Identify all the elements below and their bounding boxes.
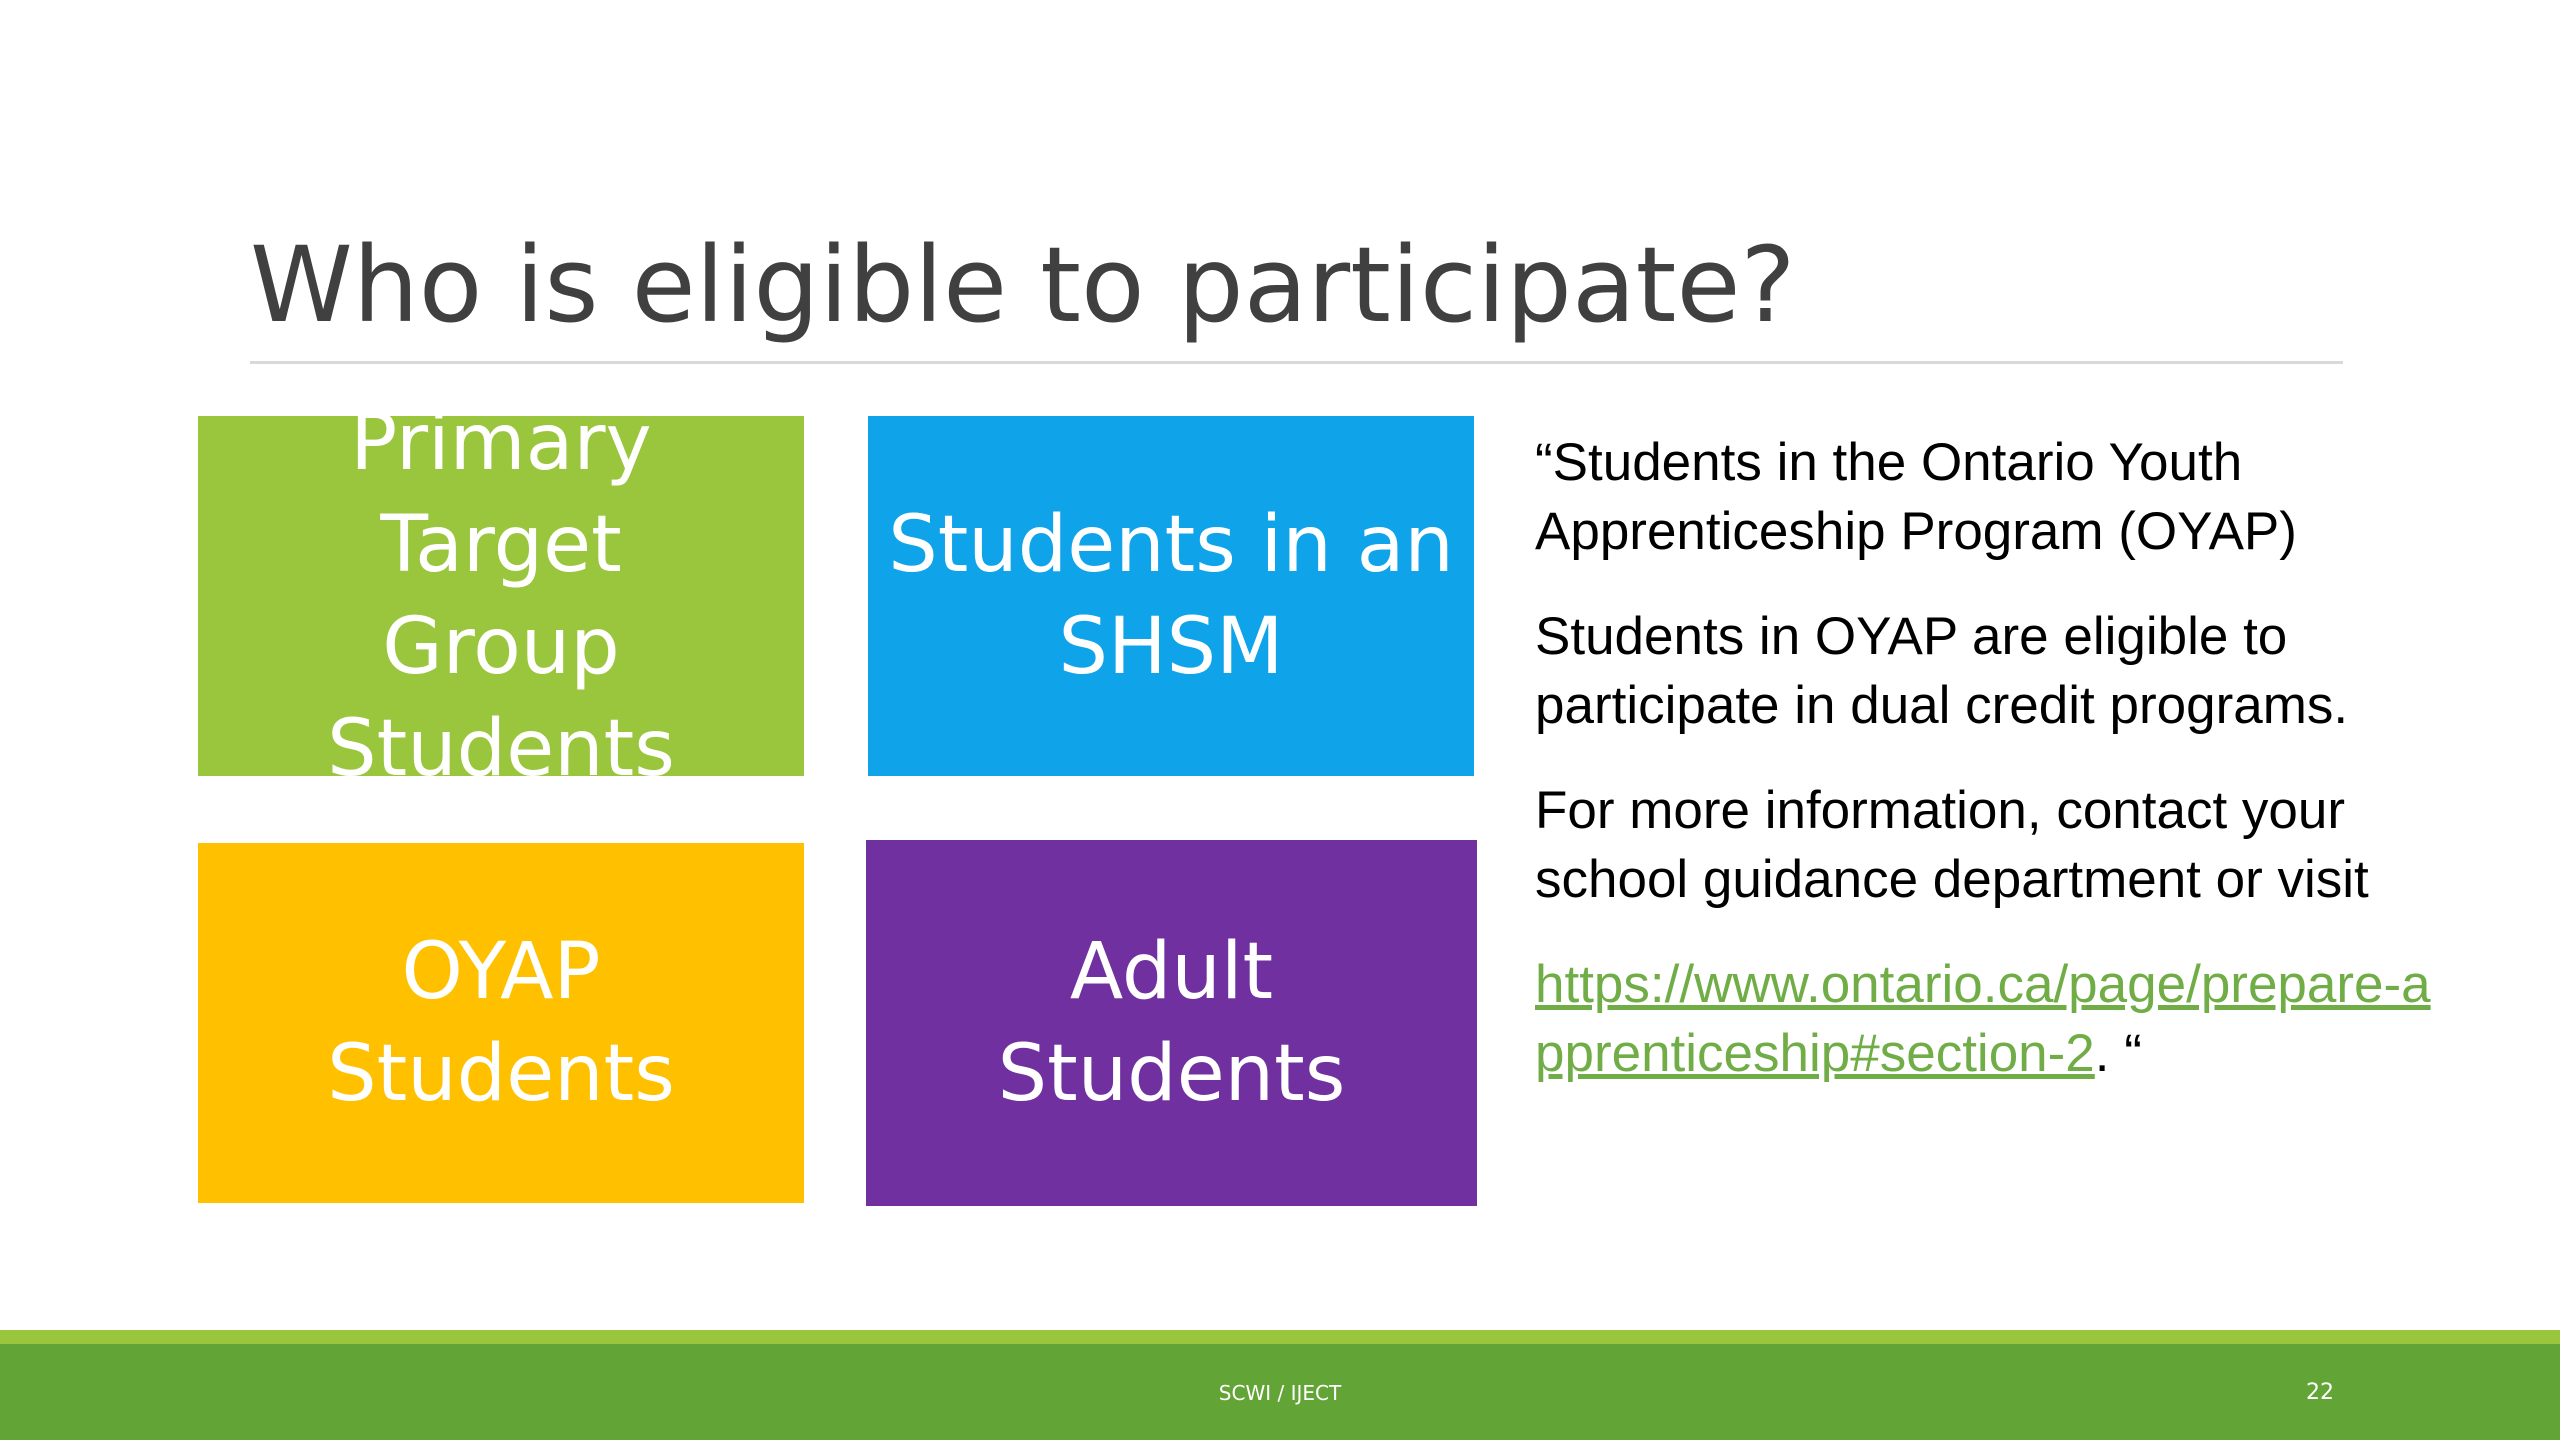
tile-line: SHSM	[1058, 602, 1284, 692]
slide-title: Who is eligible to participate?	[250, 224, 1796, 346]
tile-oyap-students	[198, 843, 804, 1203]
page-number: 22	[2306, 1380, 2334, 1405]
info-paragraph-eligibility: Students in OYAP are eligible to participate in dual credit programs.	[1535, 607, 2349, 735]
info-text-block	[1535, 428, 2435, 1124]
info-paragraph-contact: For more information, contact your school guidance department or visit	[1535, 781, 2369, 909]
link-suffix: . “	[2094, 1024, 2142, 1083]
tile-line: OYAP	[401, 927, 601, 1017]
tile-line: Students	[327, 704, 675, 794]
tile-line: Students in an	[888, 500, 1454, 590]
footer-stripe	[0, 1330, 2560, 1344]
footer-text: SCWI / IJECT	[1218, 1381, 1342, 1405]
tile-adult-students	[866, 840, 1477, 1206]
tile-line: Group	[382, 602, 620, 692]
tile-line: Primary Target	[350, 398, 652, 590]
tile-line: Students	[327, 1029, 675, 1119]
tile-primary-target-group	[198, 398, 804, 794]
tile-line: Students	[997, 1029, 1346, 1119]
tile-shsm-students	[868, 416, 1474, 776]
info-paragraph-oyap-quote: “Students in the Ontario Youth Apprenticeship Program (OYAP)	[1535, 433, 2297, 561]
tile-line: Adult	[1069, 927, 1274, 1017]
info-paragraph-link	[1535, 950, 2435, 1088]
title-divider	[250, 361, 2343, 364]
ontario-apprenticeship-link[interactable]: https://www.ontario.ca/page/prepare-apprenticeship#section-2	[1535, 955, 2431, 1083]
